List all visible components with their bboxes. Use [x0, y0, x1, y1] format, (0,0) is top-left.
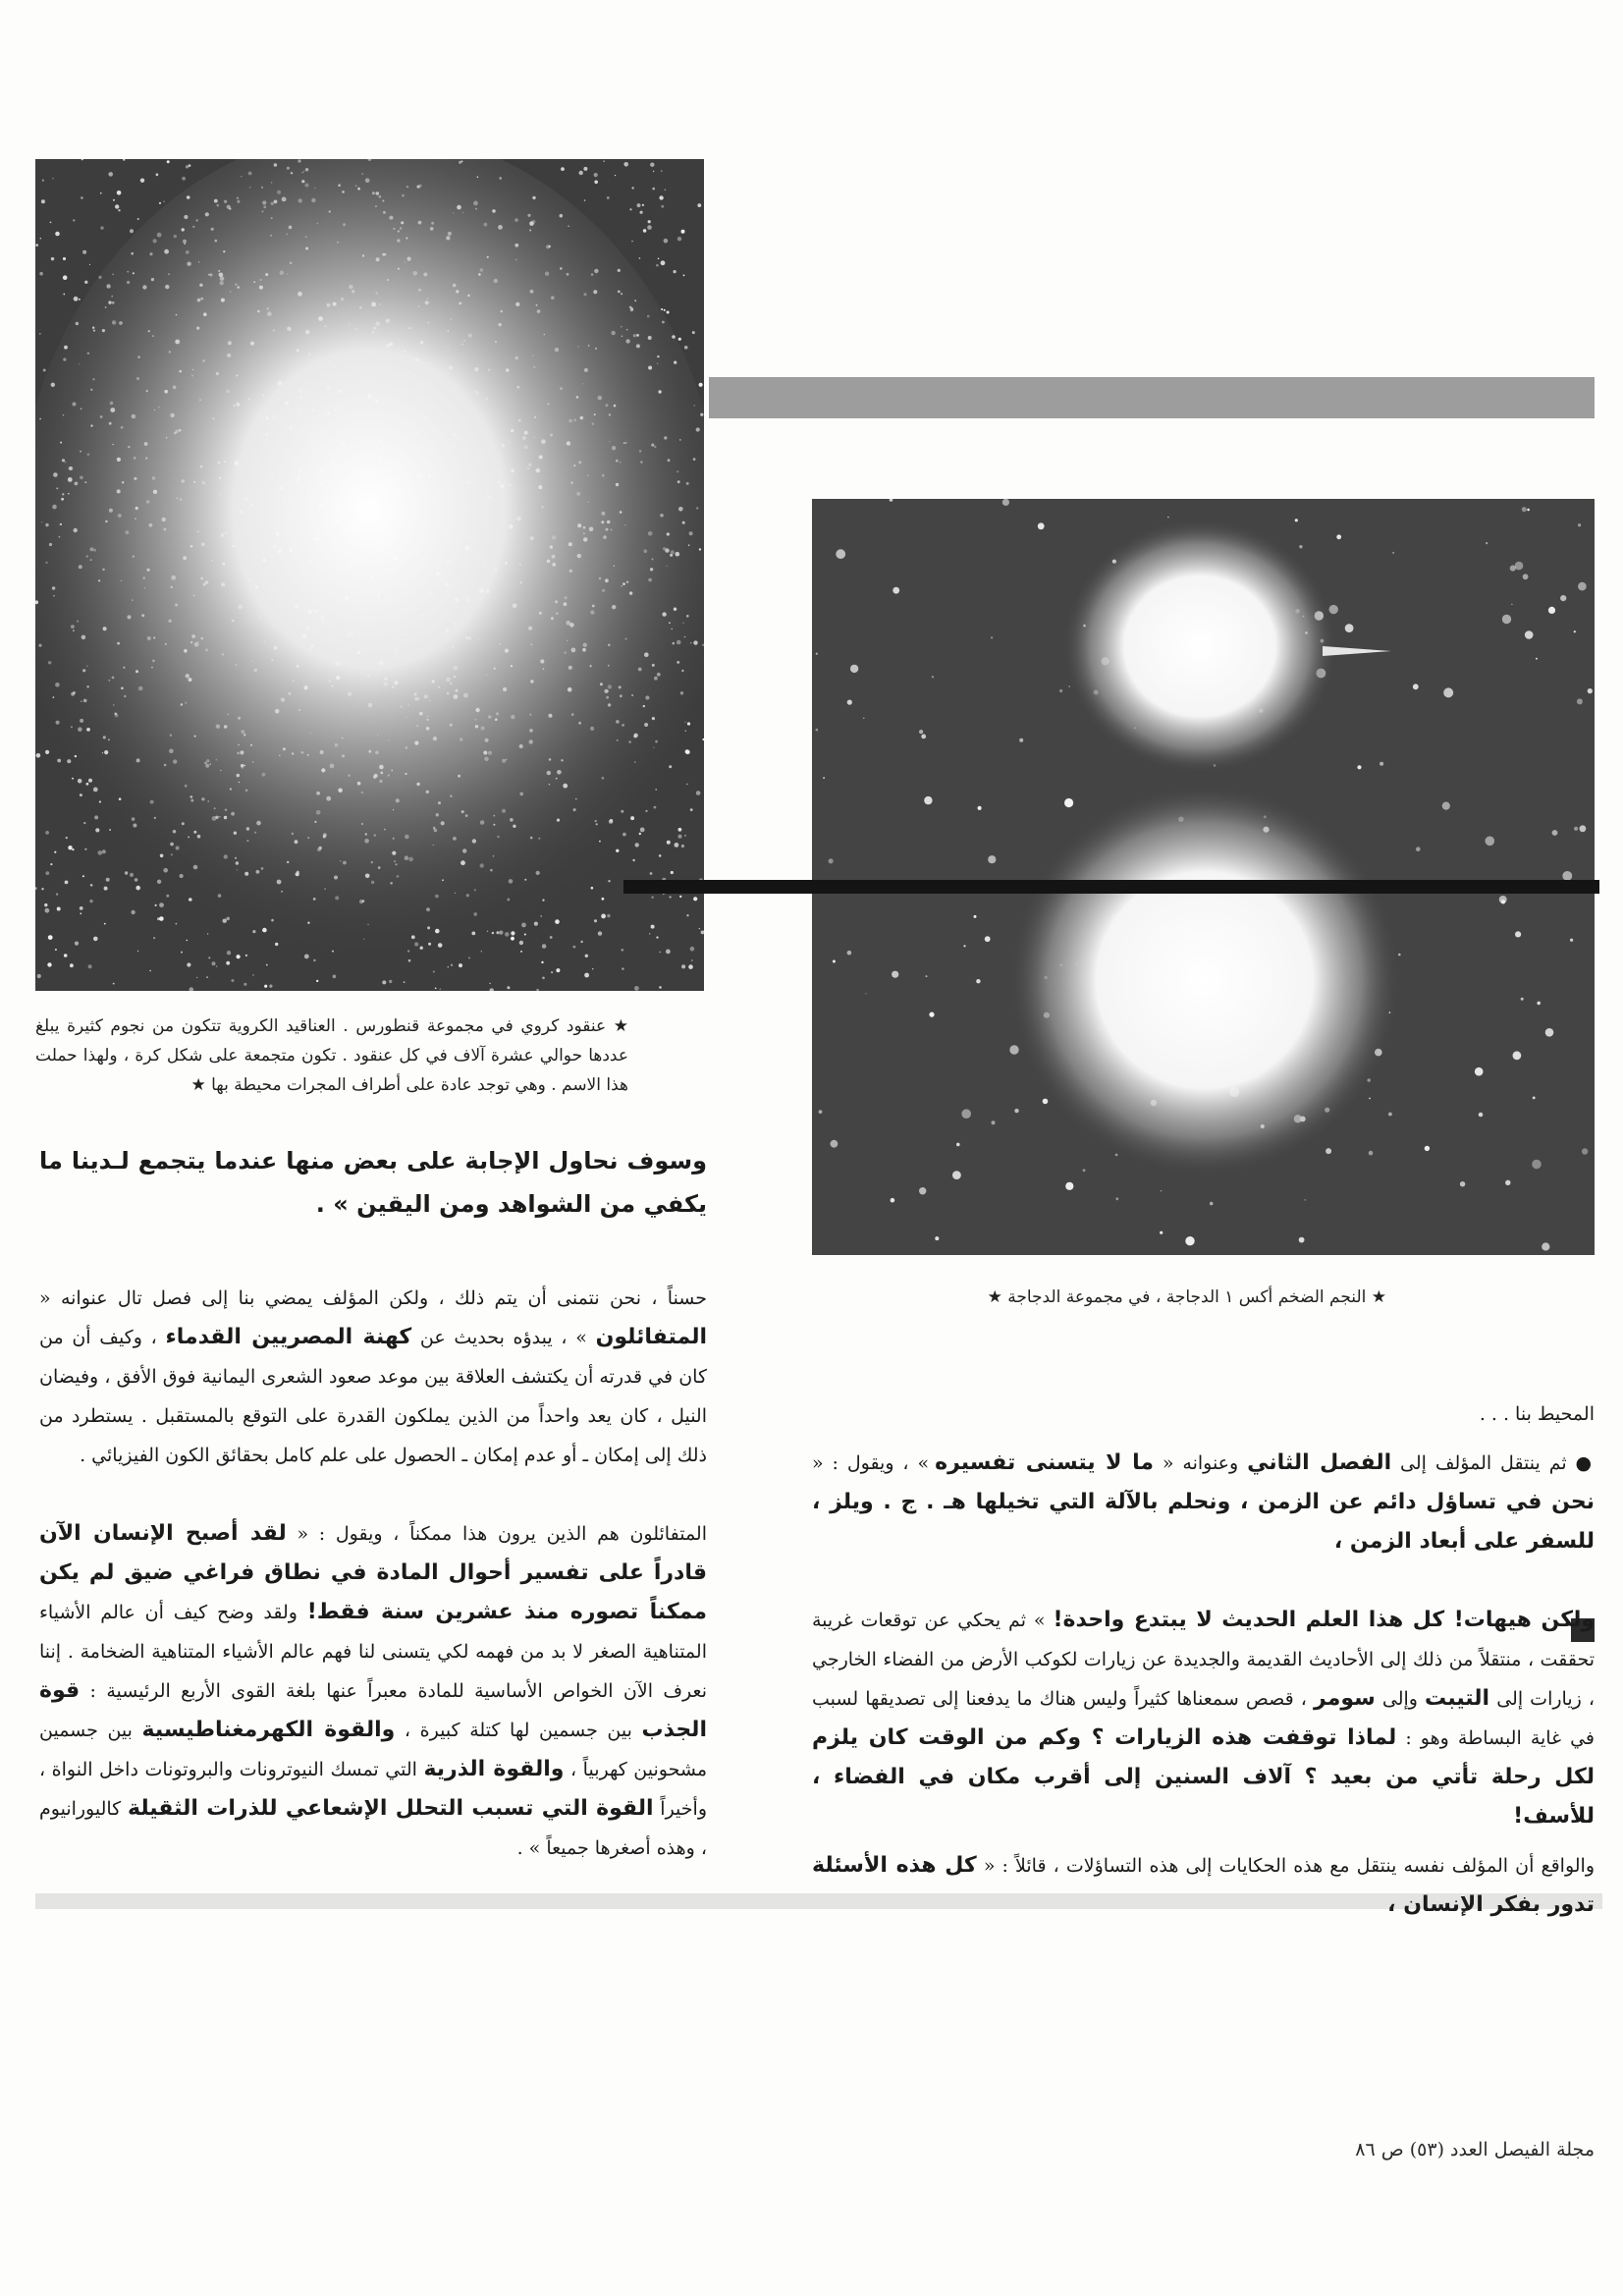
- text-run: حسناً ، نحن نتمنى أن يتم ذلك ، ولكن المؤلف يمضي بنا إلى فصل تال عنوانه «: [39, 1287, 707, 1309]
- text-run: وإلى: [1375, 1688, 1426, 1710]
- text-run: كاليورانيوم ، وهذه أصغرها جميعاً » .: [39, 1798, 707, 1859]
- paragraph-second-chapter: [812, 1444, 1595, 1561]
- text-run: ولقد وضح كيف أن عالم الأشياء المتناهية الصغر لا بد من فهمه لكي يتسنى لنا فهم عالم الأشياء المتناهية الضخامة . إننا نعرف الآن الخواص الأساسية للمادة معبراً عنها بلغة القوى الأربع الرئيسية :: [39, 1602, 707, 1702]
- bold-run: قوة الجذب: [39, 1678, 707, 1742]
- decorative-black-rule: [623, 880, 1599, 894]
- left-photo-caption: [35, 1011, 628, 1100]
- caption-text: ★ النجم الضخم أكس ١ الدجاجة ، في مجموعة الدجاجة ★: [987, 1287, 1386, 1307]
- page-footer: مجلة الفيصل العدد (٥٣) ص ٨٦: [1355, 2139, 1595, 2160]
- paragraph-optimists-intro: [39, 1279, 707, 1475]
- globular-cluster-photo: [35, 159, 704, 991]
- decorative-gray-band: [709, 377, 1595, 418]
- lead-paragraph: وسوف نحاول الإجابة على بعض منها عندما يتجمع لـدينا ما يكفي من الشواهد ومن اليقين » .: [39, 1147, 707, 1218]
- text-run: » ، يبدؤه بحديث عن: [411, 1327, 596, 1348]
- right-photo-caption: [884, 1283, 1386, 1312]
- right-text-column: [812, 1394, 1595, 1925]
- paragraph-four-forces: [39, 1514, 707, 1868]
- text-run: وعنوانه «: [1153, 1452, 1248, 1474]
- bold-run: ما لا يتسنى تفسيره: [935, 1450, 1154, 1475]
- bold-run: ولكن هيهات! كل هذا العلم الحديث لا يبتدع واحدة!: [1053, 1608, 1596, 1632]
- text-run: بين جسمين لها كتلة كبيرة ،: [395, 1720, 642, 1741]
- text-run: المتفائلون هم الذين يرون هذا ممكناً ، ويقول : «: [286, 1523, 707, 1545]
- giant-star-photo: [812, 499, 1595, 1255]
- bold-run: سومر: [1314, 1686, 1376, 1711]
- left-text-column: [39, 1139, 707, 1868]
- text-run: ، وكيف أن من كان في قدرته أن يكتشف العلاقة بين موعد صعود الشعرى اليمانية فوق الأفق ، وفيضان النيل ، كان يعد واحداً من الذين يملكون القدرة على التوقع بالمستقبل . يستطرد من ذلك إلى إمكان ـ أو عدم إمكان ـ الحصول على علم كامل بحقائق الكون الفيزيائي .: [39, 1327, 707, 1466]
- bold-run: لماذا توقفت هذه الزيارات ؟ وكم من الوقت كان يلزم لكل رحلة تأتي من بعيد ؟ آلاف السنين إلى أقرب مكان في الفضاء ، للأسف!: [812, 1725, 1595, 1829]
- bold-run: المتفائلون: [595, 1325, 707, 1349]
- bold-run: والقوة الكهرمغناطيسية: [141, 1718, 396, 1742]
- text-run: والواقع أن المؤلف نفسه ينتقل مع هذه الحكايات إلى هذه التساؤلات ، قائلاً : «: [976, 1855, 1595, 1877]
- bold-run: الفصل الثاني: [1247, 1450, 1392, 1475]
- text-run: » ثم يحكي عن توقعات غريبة تحققت ، منتقلاً من ذلك إلى الأحاديث القديمة والجديدة عن زيارات لكوكب الأرض من الفضاء الخارجي ، زيارات إلى: [812, 1610, 1596, 1710]
- bold-run: كهنة المصريين القدماء: [165, 1325, 412, 1349]
- paragraph-visits: [812, 1601, 1595, 1836]
- text-run: ، قصص سمعناها كثيراً وليس هناك ما يدفعنا إلى تصديقها لسبب في غاية البساطة وهو :: [812, 1688, 1596, 1749]
- bold-run: كل هذه الأسئلة تدور بفكر الإنسان ،: [812, 1853, 1595, 1917]
- text-run: بين جسمين مشحونين كهربياً ،: [39, 1720, 707, 1780]
- paragraph-continuation: المحيط بنا . . .: [1479, 1403, 1595, 1425]
- paragraph-questions: [812, 1846, 1595, 1925]
- text-run: التي تمسك النيوترونات والبروتونات داخل النواة ، وأخيراً: [39, 1759, 707, 1820]
- text-run: ● ثم ينتقل المؤلف إلى: [1391, 1452, 1595, 1474]
- caption-text: ★ عنقود كروي في مجموعة قنطورس . العناقيد الكروية تتكون من نجوم كثيرة يبلغ عددها حوالي عشرة آلاف في كل عنقود . تكون متجمعة على شكل كرة ، ولهذا حملت هذا الاسم . وهي توجد عادة على أطراف المجرات محيطة بها ★: [35, 1016, 628, 1095]
- bold-run: التيبت: [1425, 1686, 1490, 1711]
- text-run: » ، ويقول : «: [812, 1452, 936, 1474]
- bold-run: نحن في تساؤل دائم عن الزمن ، ونحلم بالآلة التي تخيلها هـ . ج . ويلز ، للسفر على أبعاد الزمن ،: [812, 1490, 1595, 1554]
- bold-run: والقوة الذرية: [423, 1757, 565, 1781]
- bold-run: القوة التي تسبب التحلل الإشعاعي للذرات الثقيلة: [127, 1796, 654, 1821]
- bold-run: لقد أصبح الإنسان الآن قادراً على تفسير أحوال المادة في نطاق فراغي ضيق لم يكن ممكناً تصوره منذ عشرين سنة فقط!: [39, 1521, 707, 1624]
